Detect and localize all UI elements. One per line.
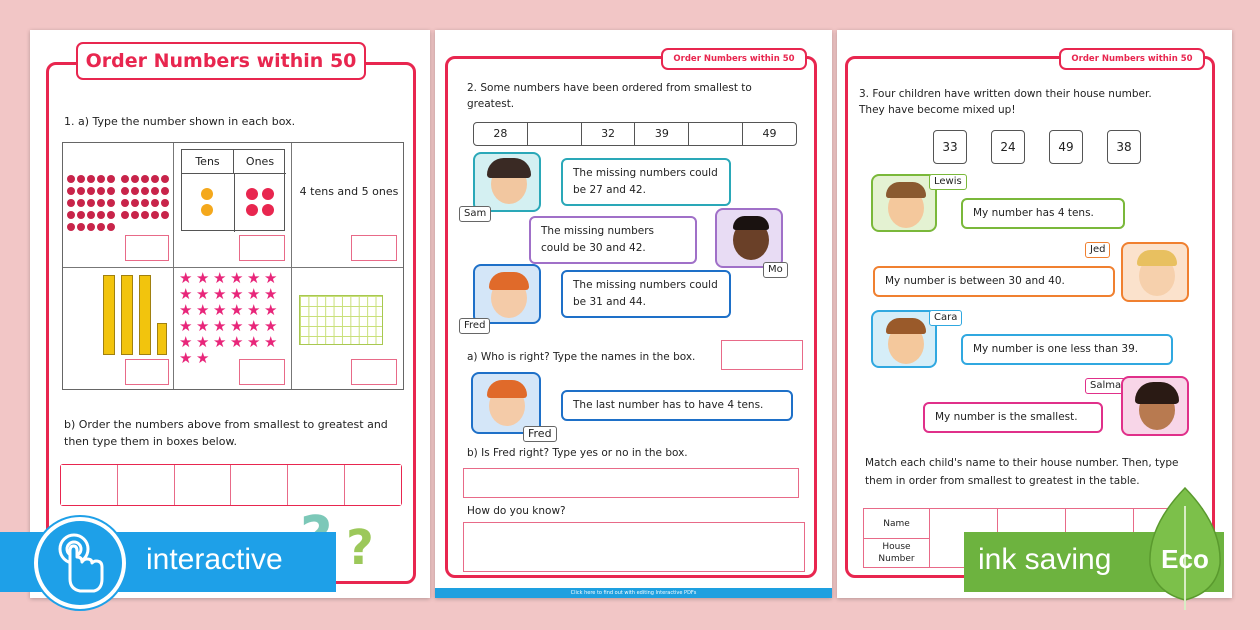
eco-leaf-icon: [1146, 486, 1224, 612]
interactive-label: interactive: [146, 543, 283, 576]
answer-box-6[interactable]: [351, 359, 397, 385]
star-icon: ★: [179, 301, 193, 319]
red-counter: [67, 223, 75, 231]
red-counter: [87, 187, 95, 195]
star-icon: ★: [230, 301, 244, 319]
speech-bubble-jed: My number is between 30 and 40.: [873, 266, 1115, 297]
red-counter: [131, 211, 139, 219]
fred-avatar: [473, 264, 541, 324]
speaker-name-mo: Mo: [763, 262, 788, 278]
red-counter: [161, 199, 169, 207]
yes-no-answer-box[interactable]: [463, 468, 799, 498]
red-counter: [107, 199, 115, 207]
red-counter: [107, 175, 115, 183]
worksheet-page-1: [30, 30, 430, 598]
sam-avatar: [473, 152, 541, 212]
star-icon: ★: [264, 333, 278, 351]
red-counter: [87, 175, 95, 183]
order-box-3[interactable]: [175, 465, 232, 505]
ink-saving-label: ink saving: [978, 543, 1112, 576]
stars-array: [179, 271, 291, 367]
base-ten-rods: [103, 275, 173, 359]
tens-ones-words: 4 tens and 5 ones: [299, 185, 399, 198]
red-counter: [67, 199, 75, 207]
cara-avatar: [871, 310, 937, 368]
order-box-4[interactable]: [231, 465, 288, 505]
red-counter: [151, 211, 159, 219]
star-icon: ★: [196, 333, 210, 351]
red-counter: [161, 187, 169, 195]
red-counter: [141, 175, 149, 183]
star-icon: ★: [213, 301, 227, 319]
star-icon: ★: [179, 349, 193, 367]
child-name-salma: Salma: [1085, 378, 1126, 394]
star-icon: ★: [196, 301, 210, 319]
star-icon: ★: [196, 285, 210, 303]
house-number-box: 33: [933, 130, 967, 164]
explanation-answer-box[interactable]: [463, 522, 805, 572]
order-box-5[interactable]: [288, 465, 345, 505]
red-counter: [97, 199, 105, 207]
red-counter: [97, 175, 105, 183]
sequence-box: 39: [635, 123, 689, 145]
grid-divider: [173, 143, 174, 389]
red-counter: [67, 175, 75, 183]
tens-column: [234, 174, 235, 232]
red-counter: [67, 211, 75, 219]
jed-avatar: [1121, 242, 1189, 302]
star-icon: ★: [196, 349, 210, 367]
red-counter: [97, 211, 105, 219]
page-title: Order Numbers within 50: [76, 42, 366, 80]
red-counter: [87, 211, 95, 219]
order-box-6[interactable]: [345, 465, 401, 505]
child-name-cara: Cara: [929, 310, 962, 326]
star-icon: ★: [230, 333, 244, 351]
star-icon: ★: [264, 301, 278, 319]
orange-counter: [201, 188, 213, 200]
match-instructions: Match each child's name to their house number. Then, type them in order from smallest to greatest in the table.: [865, 457, 1179, 487]
answer-box-1[interactable]: [125, 235, 169, 261]
tens-ones-table: [181, 149, 285, 231]
grid-divider: [291, 143, 292, 389]
red-counter: [77, 187, 85, 195]
star-icon: ★: [196, 317, 210, 335]
red-counter: [161, 211, 169, 219]
child-name-jed: Jed: [1085, 242, 1110, 258]
red-counter: [87, 223, 95, 231]
table-row-label-house: House Number: [864, 539, 930, 567]
fred-avatar-2: [471, 372, 541, 434]
speech-bubble-fred-statement: The last number has to have 4 tens.: [561, 390, 793, 421]
red-counter: [131, 199, 139, 207]
red-counter: [141, 187, 149, 195]
red-counter: [67, 187, 75, 195]
star-icon: ★: [247, 317, 261, 335]
page-footer: Click here to find out with editing Interactive PDFs: [435, 588, 832, 598]
star-icon: ★: [230, 269, 244, 287]
red-counter: [246, 204, 258, 216]
speaker-name-fred: Fred: [459, 318, 490, 334]
star-icon: ★: [247, 269, 261, 287]
red-counter: [77, 199, 85, 207]
question-mark-decoration: ?: [346, 520, 374, 576]
star-icon: ★: [247, 333, 261, 351]
speaker-name-fred-2: Fred: [523, 426, 557, 442]
red-counter: [262, 188, 274, 200]
red-counter: [121, 175, 129, 183]
grid-divider: [63, 267, 403, 268]
star-icon: ★: [179, 317, 193, 335]
eco-label: Eco: [1161, 544, 1209, 574]
star-icon: ★: [213, 317, 227, 335]
speech-bubble-fred: The missing numbers could be 31 and 44.: [561, 270, 731, 318]
names-answer-box[interactable]: [721, 340, 803, 370]
star-icon: ★: [213, 285, 227, 303]
speech-bubble-cara: My number is one less than 39.: [961, 334, 1173, 365]
star-icon: ★: [213, 333, 227, 351]
red-counter: [131, 187, 139, 195]
lewis-avatar: [871, 174, 937, 232]
red-counter: [121, 211, 129, 219]
red-counter: [151, 199, 159, 207]
speech-bubble-mo: The missing numbers could be 30 and 42.: [529, 216, 697, 264]
order-boxes: [60, 464, 402, 506]
salma-avatar: [1121, 376, 1189, 436]
question-2: 2. Some numbers have been ordered from smallest to greatest.: [467, 82, 752, 110]
star-icon: ★: [247, 285, 261, 303]
order-box-1[interactable]: [61, 465, 118, 505]
red-counter: [246, 188, 258, 200]
question-3: 3. Four children have written down their house number. They have become mixed up!: [859, 88, 1152, 116]
speech-bubble-sam: The missing numbers could be 27 and 42.: [561, 158, 731, 206]
child-name-lewis: Lewis: [929, 174, 967, 190]
red-counter: [77, 223, 85, 231]
red-counter: [121, 187, 129, 195]
counters-array: [67, 175, 171, 239]
number-grid: [62, 142, 404, 390]
star-icon: ★: [264, 269, 278, 287]
question-1b: b) Order the numbers above from smallest to greatest and then type them in boxes below.: [64, 418, 388, 448]
table-row-label-name: Name: [864, 509, 930, 539]
red-counter: [262, 204, 274, 216]
touch-hand-icon: [34, 517, 126, 609]
star-icon: ★: [196, 269, 210, 287]
star-icon: ★: [247, 301, 261, 319]
red-counter: [107, 223, 115, 231]
worksheet-page-2: [435, 30, 832, 598]
sequence-box-empty: [528, 123, 582, 145]
red-counter: [97, 223, 105, 231]
speech-bubble-salma: My number is the smallest.: [923, 402, 1103, 433]
speech-bubble-lewis: My number has 4 tens.: [961, 198, 1125, 229]
star-icon: ★: [264, 317, 278, 335]
mo-avatar: [715, 208, 783, 268]
red-counter: [151, 175, 159, 183]
question-2a: a) Who is right? Type the names in the box.: [467, 351, 696, 363]
star-icon: ★: [213, 269, 227, 287]
speaker-name-sam: Sam: [459, 206, 491, 222]
page-header: Order Numbers within 50: [1059, 48, 1205, 70]
red-counter: [141, 199, 149, 207]
red-counter: [141, 211, 149, 219]
answer-box-5[interactable]: [239, 359, 285, 385]
order-box-2[interactable]: [118, 465, 175, 505]
house-number-box: 38: [1107, 130, 1141, 164]
red-counter: [161, 175, 169, 183]
answer-box-2[interactable]: [239, 235, 285, 261]
red-counter: [131, 175, 139, 183]
ones-header: Ones: [234, 150, 286, 174]
star-icon: ★: [230, 285, 244, 303]
orange-counter: [201, 204, 213, 216]
house-number-box: 24: [991, 130, 1025, 164]
squares-grid: [299, 295, 383, 345]
answer-box-4[interactable]: [125, 359, 169, 385]
star-icon: ★: [264, 285, 278, 303]
sequence-box-empty: [689, 123, 743, 145]
red-counter: [97, 187, 105, 195]
red-counter: [121, 199, 129, 207]
red-counter: [77, 175, 85, 183]
tens-header: Tens: [182, 150, 234, 174]
question-2b: b) Is Fred right? Type yes or no in the box.: [467, 447, 688, 459]
red-counter: [77, 211, 85, 219]
red-counter: [107, 211, 115, 219]
red-counter: [151, 187, 159, 195]
red-counter: [87, 199, 95, 207]
number-sequence: [473, 122, 797, 146]
star-icon: ★: [179, 269, 193, 287]
house-number-box: 49: [1049, 130, 1083, 164]
sequence-box: 32: [582, 123, 636, 145]
star-icon: ★: [179, 333, 193, 351]
sequence-box: 49: [762, 127, 777, 140]
page-header: Order Numbers within 50: [661, 48, 807, 70]
how-do-you-know-label: How do you know?: [467, 505, 566, 517]
sequence-box: 28: [474, 123, 528, 145]
answer-box-3[interactable]: [351, 235, 397, 261]
red-counter: [107, 187, 115, 195]
star-icon: ★: [179, 285, 193, 303]
question-1a: 1. a) Type the number shown in each box.: [64, 115, 296, 128]
star-icon: ★: [230, 317, 244, 335]
